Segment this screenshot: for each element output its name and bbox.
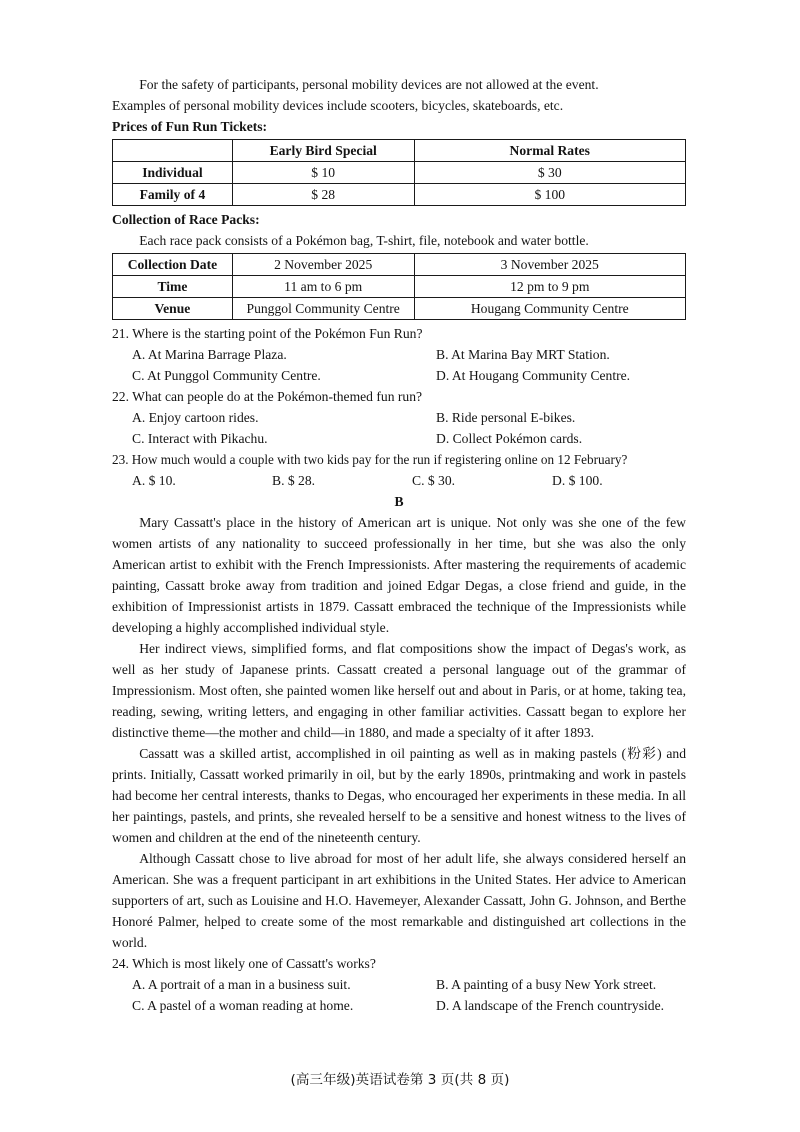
passage-paragraph-4: Although Cassatt chose to live abroad for most of her adult life, she always considered herself an American. She was a frequent participant in art exhibitions in the United States. Her advice to American supporters of art, such as Louisine and H.O. Havemeyer, Alexander Cassatt, John G. Johnson, and Berthe Honoré Palmer, helped to create some of the most remarkable and distinguished art collections in the world. [112, 851, 686, 950]
option-d: D. At Hougang Community Centre. [436, 368, 631, 383]
price-cell: $ 30 [414, 162, 685, 184]
option-c: C. $ 30. [412, 473, 456, 488]
question-23-options [112, 470, 686, 491]
row-label: Venue [113, 298, 233, 320]
collection-description: Each race pack consists of a Pokémon bag, T-shirt, file, notebook and water bottle. [139, 233, 589, 248]
collection-cell: 12 pm to 9 pm [414, 276, 685, 298]
price-cell: $ 28 [232, 184, 414, 206]
collection-cell: Hougang Community Centre [414, 298, 685, 320]
option-a: A. A portrait of a man in a business suit. [132, 977, 351, 992]
prices-header-empty [113, 140, 233, 162]
intro-line-2: Examples of personal mobility devices include scooters, bicycles, skateboards, etc. [112, 98, 564, 113]
option-d: D. A landscape of the French countryside. [436, 998, 665, 1013]
option-a: A. At Marina Barrage Plaza. [132, 347, 287, 362]
prices-table [112, 139, 686, 206]
collection-heading: Collection of Race Packs: [112, 212, 260, 227]
collection-table [112, 253, 686, 320]
option-b: B. At Marina Bay MRT Station. [436, 347, 610, 362]
intro-line-1: For the safety of participants, personal mobility devices are not allowed at the event. [139, 77, 599, 92]
question-21-stem: 21. Where is the starting point of the Pokémon Fun Run? [112, 326, 423, 341]
option-d: D. Collect Pokémon cards. [436, 431, 583, 446]
table-row [113, 184, 686, 206]
question-24-stem: 24. Which is most likely one of Cassatt's works? [112, 956, 376, 971]
page-content [112, 74, 686, 1016]
prices-heading: Prices of Fun Run Tickets: [112, 119, 268, 134]
passage-paragraph-3: Cassatt was a skilled artist, accomplished in oil painting as well as in making pastels (粉彩) and prints. Initially, Cassatt worked primarily in oil, but by the early 1890s, printmaking and work in pastels had become her central interests, thanks to Degas, who encouraged her experiments in these media. In all her paintings, pastels, and prints, she revealed herself to be a sensitive and honest witness to the lives of women and children at the end of the nineteenth century. [112, 746, 686, 845]
table-row [113, 276, 686, 298]
row-label: Family of 4 [113, 184, 233, 206]
page-footer: (高三年级)英语试卷第 3 页(共 8 页) [290, 1072, 510, 1088]
prices-header-early: Early Bird Special [232, 140, 414, 162]
price-cell: $ 100 [414, 184, 685, 206]
question-21-options [112, 344, 686, 386]
option-b: B. $ 28. [272, 473, 316, 488]
passage-paragraph-2: Her indirect views, simplified forms, and flat compositions show the impact of Degas's work, as well as her study of Japanese prints. Cassatt created a personal language out of the grammar of Impressionism. Most often, she painted women like herself out and about in Paris, or at home, taking tea, reading, sewing, writing letters, and engaging in other familiar activities. Cassatt began to explore her distinctive theme—the mother and child—in 1880, and made a specialty of it after 1893. [112, 641, 686, 740]
table-row [113, 140, 686, 162]
table-row [113, 162, 686, 184]
passage-paragraph-1: Mary Cassatt's place in the history of American art is unique. Not only was she one of the few women artists of any nationality to succeed professionally in her time, but she was also the only American artist to exhibit with the French Impressionists. After mastering the requirements of academic painting, Cassatt broke away from tradition and joined Edgar Degas, a close friend and guide, in the exhibition of Impressionist artists in 1879. Cassatt embraced the technique of the Impressionists while developing a highly accomplished individual style. [112, 515, 686, 635]
option-b: B. Ride personal E-bikes. [436, 410, 576, 425]
row-label: Time [113, 276, 233, 298]
prices-header-normal: Normal Rates [414, 140, 685, 162]
option-c: C. At Punggol Community Centre. [132, 368, 321, 383]
option-a: A. $ 10. [132, 473, 176, 488]
price-cell: $ 10 [232, 162, 414, 184]
section-b-title: B [394, 494, 404, 509]
option-c: C. Interact with Pikachu. [132, 431, 268, 446]
collection-cell: 2 November 2025 [232, 254, 414, 276]
option-b: B. A painting of a busy New York street. [436, 977, 657, 992]
question-24-options [112, 974, 686, 1016]
option-a: A. Enjoy cartoon rides. [132, 410, 259, 425]
row-label: Individual [113, 162, 233, 184]
question-22-options [112, 407, 686, 449]
table-row [113, 298, 686, 320]
question-23-stem: 23. How much would a couple with two kids pay for the run if registering online on 12 February? [112, 452, 628, 467]
table-row [113, 254, 686, 276]
option-d: D. $ 100. [552, 473, 603, 488]
question-22-stem: 22. What can people do at the Pokémon-themed fun run? [112, 389, 423, 404]
collection-cell: 11 am to 6 pm [232, 276, 414, 298]
collection-cell: Punggol Community Centre [232, 298, 414, 320]
collection-cell: 3 November 2025 [414, 254, 685, 276]
row-label: Collection Date [113, 254, 233, 276]
option-c: C. A pastel of a woman reading at home. [132, 998, 354, 1013]
